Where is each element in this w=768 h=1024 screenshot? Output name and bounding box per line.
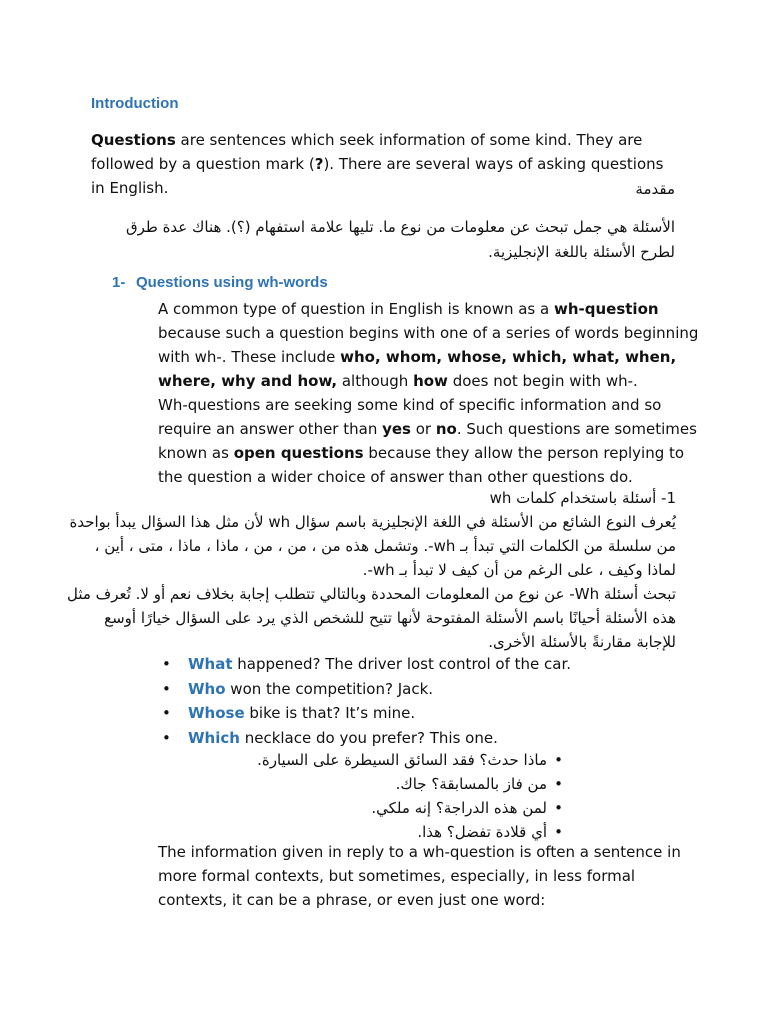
intro-paragraph xyxy=(91,128,681,200)
arabic-intro-paragraph: الأسئلة هي جمل تبحث عن معلومات من نوع ما. تليها علامة استفهام (؟). هناك عدة طرق لطرح الأسئلة باللغة الإنجليزية. xyxy=(125,218,675,261)
section-1-paragraph-2 xyxy=(158,393,703,489)
section-1-heading xyxy=(112,274,328,291)
p2-text-2: or xyxy=(410,420,436,438)
wh-word: Which xyxy=(188,728,240,747)
wh-word: Who xyxy=(188,679,226,698)
arabic-list-item: • من فاز بالمسابقة؟ جاك. xyxy=(257,772,563,796)
bold-yes: yes xyxy=(382,420,411,438)
p2-text-4: because they allow the person replying to the question a wider choice of answer than other questions do. xyxy=(158,444,685,486)
p1-text-3: although xyxy=(337,372,414,390)
arabic-section-1-paragraph-2: تبحث أسئلة Wh- عن نوع من المعلومات المحددة وبالتالي تتطلب إجابة بخلاف نعم أو لا. تُعرف مثل هذه الأسئلة أحيانًا باسم الأسئلة المفتوحة لأنها تتيح للشخص الذي يرد على السؤال خيارًا أوسع للإجابة مقارنةً بالأسئلة الأخرى. xyxy=(66,585,676,651)
bold-term-questions: Questions xyxy=(91,131,176,149)
bold-wh-question: wh-question xyxy=(553,300,659,318)
arabic-section-1-paragraph-1: يُعرف النوع الشائع من الأسئلة في اللغة الإنجليزية باسم سؤال wh لأن مثل هذا السؤال يبدأ بواحدة من سلسلة من الكلمات التي تبدأ بـ wh-. وتشمل هذه من ، من ، من ، ماذا ، ماذا ، متى ، أين ، لماذا وكيف ، على الرغم من أن كيف لا تبدأ بـ wh-. xyxy=(69,513,676,579)
bold-wh-words-list: who, whom, whose, which, what, when, where, why and how, xyxy=(158,348,677,390)
bold-open-questions: open questions xyxy=(233,444,364,462)
example-text: necklace do you prefer? This one. xyxy=(239,728,498,747)
section-1-number: 1- xyxy=(112,274,126,291)
closing-paragraph: The information given in reply to a wh-question is often a sentence in more formal contexts, but sometimes, especially, in less formal contexts, it can be a phrase, or even just one word: xyxy=(158,843,681,909)
section-1-body xyxy=(158,297,703,489)
intro-text-1: are sentences which seek information of some kind. They are followed by a question mark ( xyxy=(91,131,643,173)
p1-text-4: does not begin with wh-. xyxy=(447,372,638,390)
arabic-section-1-heading: 1- أسئلة باستخدام كلمات wh xyxy=(489,489,676,507)
arabic-list-item: • لمن هذه الدراجة؟ إنه ملكي. xyxy=(257,796,563,820)
bold-how: how xyxy=(413,372,448,390)
list-item xyxy=(188,652,571,677)
example-text: won the competition? Jack. xyxy=(225,679,434,698)
arabic-example-list xyxy=(257,748,563,844)
list-item xyxy=(188,726,571,751)
p2-text-1: Wh-questions are seeking some kind of specific information and so require an answer other than xyxy=(158,396,662,438)
arabic-intro-title: مقدمة xyxy=(635,180,675,198)
p1-text-1: A common type of question in English is known as a xyxy=(158,300,554,318)
wh-word: What xyxy=(188,655,233,673)
wh-word: Whose xyxy=(188,704,245,722)
bold-question-mark: ? xyxy=(314,155,324,173)
example-text: happened? The driver lost control of the car. xyxy=(232,655,571,673)
arabic-list-item: • أي قلادة تفضل؟ هذا. xyxy=(257,820,563,844)
arabic-list-item: • ماذا حدث؟ فقد السائق السيطرة على السيارة. xyxy=(257,748,563,772)
introduction-heading: Introduction xyxy=(91,95,179,112)
example-text: bike is that? It’s mine. xyxy=(244,704,416,722)
list-item xyxy=(188,677,571,702)
section-1-title: Questions using wh-words xyxy=(136,274,328,291)
section-1-paragraph-1 xyxy=(158,297,703,393)
example-list xyxy=(188,652,571,750)
p2-text-3: . Such questions are sometimes known as xyxy=(158,420,697,462)
bold-no: no xyxy=(435,420,457,438)
list-item xyxy=(188,701,571,726)
intro-text-2: ). There are several ways of asking questions in English. xyxy=(91,155,664,197)
p1-text-2: because such a question begins with one of a series of words beginning with wh-. These include xyxy=(158,324,699,366)
